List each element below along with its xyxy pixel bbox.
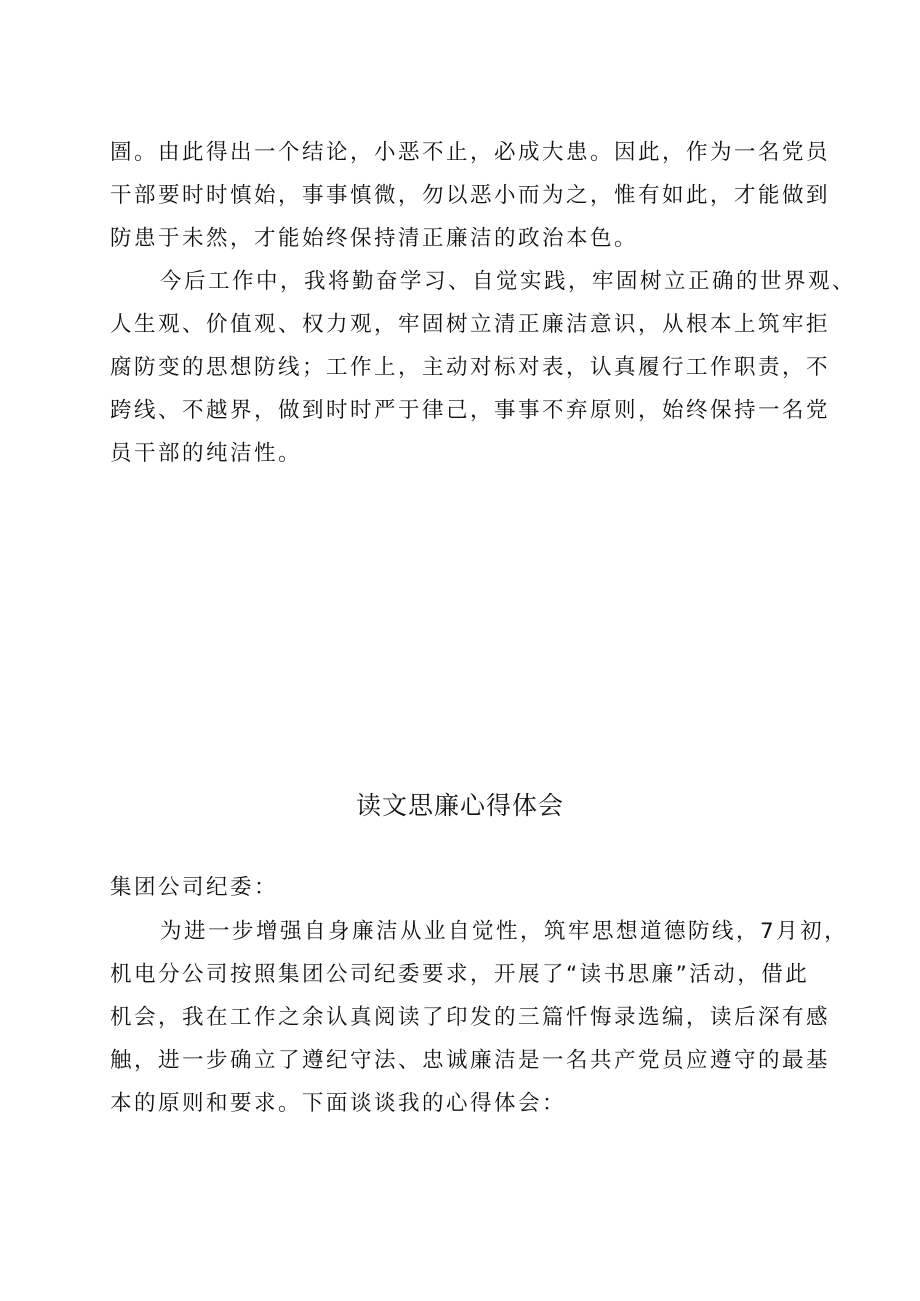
paragraph-line: 本的原则和要求。下面谈谈我的心得体会： [110,1091,567,1116]
paragraph-line: 干部要时时慎始，事事慎微，勿以恶小而为之，惟有如此，才能做到 [110,183,831,208]
paragraph-line: 人生观、价值观、权力观，牢固树立清正廉洁意识，从根本上筑牢拒 [110,312,831,337]
paragraph-line: 防患于未然，才能始终保持清正廉洁的政治本色。 [110,226,639,251]
paragraph-line: 今后工作中，我将勤奋学习、自觉实践，牢固树立正确的世界观、 [160,269,857,294]
paragraph-line: 员干部的纯洁性。 [110,441,303,466]
paragraph-line: 跨线、不越界，做到时时严于律己，事事不弃原则，始终保持一名党 [110,398,831,423]
salutation: 集团公司纪委： [110,875,279,900]
paragraph-line: 机电分公司按照集团公司纪委要求，开展了“读书思廉”活动，借此 [110,962,810,987]
paragraph-line: 触，进一步确立了遵纪守法、忠诚廉洁是一名共产党员应遵守的最基 [110,1048,831,1073]
paragraph-line: 圄。由此得出一个结论，小恶不止，必成大患。因此，作为一名党员 [110,140,831,165]
paragraph-line: 为进一步增强自身廉洁从业自觉性，筑牢思想道德防线，7月初， [160,919,849,944]
paragraph-line: 腐防变的思想防线；工作上，主动对标对表，认真履行工作职责，不 [110,355,831,380]
paragraph-line: 机会，我在工作之余认真阅读了印发的三篇忏悔录选编，读后深有感 [110,1005,831,1030]
article-title: 读文思廉心得体会 [355,791,564,820]
